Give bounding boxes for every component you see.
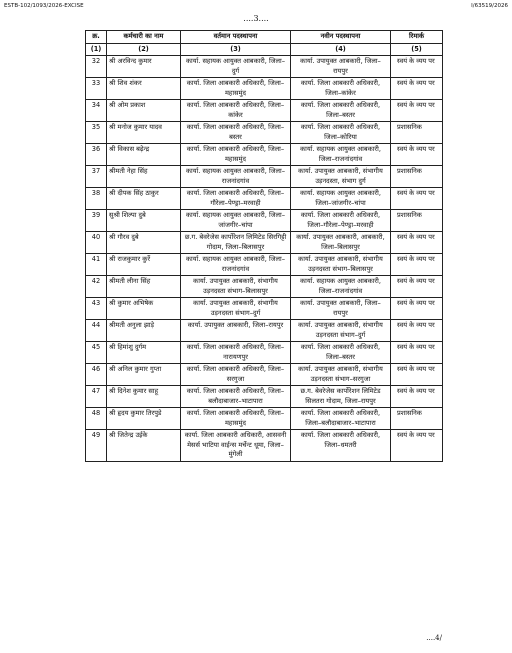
employee-name-cell: श्री कुमार अभिषेक bbox=[107, 298, 181, 320]
serial-cell: 44 bbox=[86, 320, 107, 342]
col-header-current-posting: वर्तमान पदस्थापना bbox=[181, 31, 291, 44]
table-row bbox=[86, 342, 443, 364]
header-row bbox=[86, 31, 443, 44]
current-posting-cell: कार्या. जिला आबकारी अधिकारी, जिला–बलौदाबाजार–भाटापारा bbox=[181, 386, 291, 408]
new-posting-cell: कार्या. उपायुक्त आबकारी, संभागीय उड़नदस्ता संभाग–दुर्ग bbox=[291, 320, 391, 342]
transfer-table bbox=[85, 30, 443, 462]
serial-cell: 42 bbox=[86, 276, 107, 298]
current-posting-cell: छ.ग. बेवरेजेस कार्पोरेशन लिमिटेड सिरगिट्टी गोदाम, जिला–बिलासपुर bbox=[181, 232, 291, 254]
current-posting-cell: कार्या. उपायुक्त आबकारी, जिला–रायपुर bbox=[181, 320, 291, 342]
col-number: (5) bbox=[391, 43, 443, 56]
remark-cell: स्वयं के व्यय पर bbox=[391, 188, 443, 210]
current-posting-cell: कार्या. जिला आबकारी अधिकारी, जिला–सरगुजा bbox=[181, 364, 291, 386]
table-row bbox=[86, 232, 443, 254]
current-posting-cell: कार्या. सहायक आयुक्त आबकारी, जिला–राजनांदगांव bbox=[181, 254, 291, 276]
table-row bbox=[86, 386, 443, 408]
remark-cell: स्वयं के व्यय पर bbox=[391, 320, 443, 342]
employee-name-cell: श्री अरविन्द कुमार bbox=[107, 56, 181, 78]
current-posting-cell: कार्या. जिला आबकारी अधिकारी, आसवनी मेसर्स भाटिया वाईन्स मर्चेन्ट धूमा, जिला–मुंगेली bbox=[181, 430, 291, 462]
file-reference: ESTB-102/1093/2026-EXCISE bbox=[4, 3, 84, 9]
table-body bbox=[86, 56, 443, 462]
employee-name-cell: श्री जितेन्द्र उईके bbox=[107, 430, 181, 462]
serial-cell: 43 bbox=[86, 298, 107, 320]
remark-cell: स्वयं के व्यय पर bbox=[391, 430, 443, 462]
remark-cell: स्वयं के व्यय पर bbox=[391, 364, 443, 386]
employee-name-cell: श्री दिनेश कुमार साहू bbox=[107, 386, 181, 408]
letter-number: I/63519/2026 bbox=[471, 3, 508, 9]
serial-cell: 34 bbox=[86, 100, 107, 122]
serial-cell: 40 bbox=[86, 232, 107, 254]
new-posting-cell: कार्या. जिला आबकारी अधिकारी, जिला–कांकेर bbox=[291, 78, 391, 100]
serial-cell: 32 bbox=[86, 56, 107, 78]
table-row bbox=[86, 254, 443, 276]
employee-name-cell: श्री राजकुमार कुर्रे bbox=[107, 254, 181, 276]
col-header-serial: क्र. bbox=[86, 31, 107, 44]
continued-marker: ....4/ bbox=[426, 634, 442, 642]
remark-cell: स्वयं के व्यय पर bbox=[391, 254, 443, 276]
new-posting-cell: कार्या. जिला आबकारी अधिकारी, जिला–बस्तर bbox=[291, 342, 391, 364]
employee-name-cell: श्री ओम प्रकाश bbox=[107, 100, 181, 122]
remark-cell: स्वयं के व्यय पर bbox=[391, 386, 443, 408]
new-posting-cell: कार्या. जिला आबकारी अधिकारी, जिला–बस्तर bbox=[291, 100, 391, 122]
serial-cell: 46 bbox=[86, 364, 107, 386]
employee-name-cell: श्रीमती लीना सिंह bbox=[107, 276, 181, 298]
serial-cell: 37 bbox=[86, 166, 107, 188]
table-row bbox=[86, 166, 443, 188]
serial-cell: 49 bbox=[86, 430, 107, 462]
serial-cell: 38 bbox=[86, 188, 107, 210]
current-posting-cell: कार्या. जिला आबकारी अधिकारी, जिला–नारायणपुर bbox=[181, 342, 291, 364]
remark-cell: प्रशासनिक bbox=[391, 210, 443, 232]
new-posting-cell: कार्या. सहायक आयुक्त आबकारी, जिला–जांजगीर–चांपा bbox=[291, 188, 391, 210]
current-posting-cell: कार्या. सहायक आयुक्त आबकारी, जिला–दुर्ग bbox=[181, 56, 291, 78]
table-row bbox=[86, 298, 443, 320]
employee-name-cell: श्री शिव शंकर bbox=[107, 78, 181, 100]
current-posting-cell: कार्या. उपायुक्त आबकारी, संभागीय उड़नदस्ता संभाग–बिलासपुर bbox=[181, 276, 291, 298]
table-row bbox=[86, 100, 443, 122]
serial-cell: 36 bbox=[86, 144, 107, 166]
serial-cell: 45 bbox=[86, 342, 107, 364]
remark-cell: प्रशासनिक bbox=[391, 408, 443, 430]
new-posting-cell: छ.ग. बेवरेजेस कार्पोरेशन लिमिटेड सिलतरा गोदाम, जिला–रायपुर bbox=[291, 386, 391, 408]
col-number: (4) bbox=[291, 43, 391, 56]
table-row bbox=[86, 210, 443, 232]
employee-name-cell: श्री हिमांशु दुर्गम bbox=[107, 342, 181, 364]
table-row bbox=[86, 122, 443, 144]
column-number-row bbox=[86, 43, 443, 56]
col-number: (1) bbox=[86, 43, 107, 56]
remark-cell: स्वयं के व्यय पर bbox=[391, 276, 443, 298]
new-posting-cell: कार्या. उपायुक्त आबकारी, संभागीय उड़नदस्ता, संभाग दुर्ग bbox=[291, 166, 391, 188]
employee-name-cell: श्री गौरव दुबे bbox=[107, 232, 181, 254]
table-row bbox=[86, 430, 443, 462]
new-posting-cell: कार्या. जिला आबकारी अधिकारी, जिला–धमतरी bbox=[291, 430, 391, 462]
remark-cell: प्रशासनिक bbox=[391, 166, 443, 188]
employee-name-cell: श्री दीपक सिंह ठाकुर bbox=[107, 188, 181, 210]
remark-cell: स्वयं के व्यय पर bbox=[391, 100, 443, 122]
new-posting-cell: कार्या. सहायक आयुक्त आबकारी, जिला–राजनांदगांव bbox=[291, 276, 391, 298]
table-row bbox=[86, 144, 443, 166]
employee-name-cell: श्री हृदय कुमार तिरपुडे bbox=[107, 408, 181, 430]
current-posting-cell: कार्या. जिला आबकारी अधिकारी, जिला–महासमुंद bbox=[181, 408, 291, 430]
new-posting-cell: कार्या. जिला आबकारी अधिकारी, जिला–बलौदाबाजार–भाटापारा bbox=[291, 408, 391, 430]
current-posting-cell: कार्या. जिला आबकारी अधिकारी, जिला–बस्तर bbox=[181, 122, 291, 144]
employee-name-cell: श्री अनिल कुमार गुप्ता bbox=[107, 364, 181, 386]
current-posting-cell: कार्या. जिला आबकारी अधिकारी, जिला–महासमुंद bbox=[181, 144, 291, 166]
remark-cell: स्वयं के व्यय पर bbox=[391, 232, 443, 254]
new-posting-cell: कार्या. उपायुक्त आबकारी, आबकारी, जिला–बिलासपुर bbox=[291, 232, 391, 254]
new-posting-cell: कार्या. उपायुक्त आबकारी, जिला–रायपुर bbox=[291, 56, 391, 78]
new-posting-cell: कार्या. उपायुक्त आबकारी, संभागीय उड़नदस्ता संभाग–बिलासपुर bbox=[291, 254, 391, 276]
col-number: (2) bbox=[107, 43, 181, 56]
remark-cell: स्वयं के व्यय पर bbox=[391, 144, 443, 166]
col-header-name: कर्मचारी का नाम bbox=[107, 31, 181, 44]
new-posting-cell: कार्या. जिला आबकारी अधिकारी, जिला–कोरिया bbox=[291, 122, 391, 144]
page-marker: ....3.... bbox=[243, 14, 269, 23]
serial-cell: 33 bbox=[86, 78, 107, 100]
employee-name-cell: सुश्री शिल्पा दुबे bbox=[107, 210, 181, 232]
remark-cell: स्वयं के व्यय पर bbox=[391, 56, 443, 78]
remark-cell: स्वयं के व्यय पर bbox=[391, 78, 443, 100]
current-posting-cell: कार्या. जिला आबकारी अधिकारी, जिला–गौरेला–पेण्ड्रा–मरवाही bbox=[181, 188, 291, 210]
current-posting-cell: कार्या. उपायुक्त आबकारी, संभागीय उड़नदस्ता संभाग–दुर्ग bbox=[181, 298, 291, 320]
serial-cell: 47 bbox=[86, 386, 107, 408]
serial-cell: 41 bbox=[86, 254, 107, 276]
col-header-remark: रिमार्क bbox=[391, 31, 443, 44]
remark-cell: स्वयं के व्यय पर bbox=[391, 298, 443, 320]
current-posting-cell: कार्या. जिला आबकारी अधिकारी, जिला–कांकेर bbox=[181, 100, 291, 122]
table-row bbox=[86, 364, 443, 386]
current-posting-cell: कार्या. सहायक आयुक्त आबकारी, जिला–राजनांदगांव bbox=[181, 166, 291, 188]
remark-cell: स्वयं के व्यय पर bbox=[391, 342, 443, 364]
table-row bbox=[86, 188, 443, 210]
col-header-new-posting: नवीन पदस्थापना bbox=[291, 31, 391, 44]
employee-name-cell: श्री विकास बढ़ेन्द्र bbox=[107, 144, 181, 166]
serial-cell: 48 bbox=[86, 408, 107, 430]
serial-cell: 35 bbox=[86, 122, 107, 144]
new-posting-cell: कार्या. उपायुक्त आबकारी, संभागीय उड़नदस्ता संभाग–सरगुजा bbox=[291, 364, 391, 386]
new-posting-cell: कार्या. जिला आबकारी अधिकारी, जिला–गौरेला–पेण्ड्रा–मरवाही bbox=[291, 210, 391, 232]
current-posting-cell: कार्या. सहायक आयुक्त आबकारी, जिला–जांजगीर–चांपा bbox=[181, 210, 291, 232]
employee-name-cell: श्री मनोज कुमार यादव bbox=[107, 122, 181, 144]
new-posting-cell: कार्या. उपायुक्त आबकारी, जिला–रायपुर bbox=[291, 298, 391, 320]
new-posting-cell: कार्या. सहायक आयुक्त आबकारी, जिला–राजनांदगांव bbox=[291, 144, 391, 166]
table-row bbox=[86, 276, 443, 298]
table-row bbox=[86, 78, 443, 100]
table-row bbox=[86, 408, 443, 430]
remark-cell: प्रशासनिक bbox=[391, 122, 443, 144]
col-number: (3) bbox=[181, 43, 291, 56]
employee-name-cell: श्रीमती अनुला झाड़े bbox=[107, 320, 181, 342]
table-row bbox=[86, 56, 443, 78]
serial-cell: 39 bbox=[86, 210, 107, 232]
current-posting-cell: कार्या. जिला आबकारी अधिकारी, जिला–महासमुंद bbox=[181, 78, 291, 100]
employee-name-cell: श्रीमती नेहा सिंह bbox=[107, 166, 181, 188]
table-row bbox=[86, 320, 443, 342]
